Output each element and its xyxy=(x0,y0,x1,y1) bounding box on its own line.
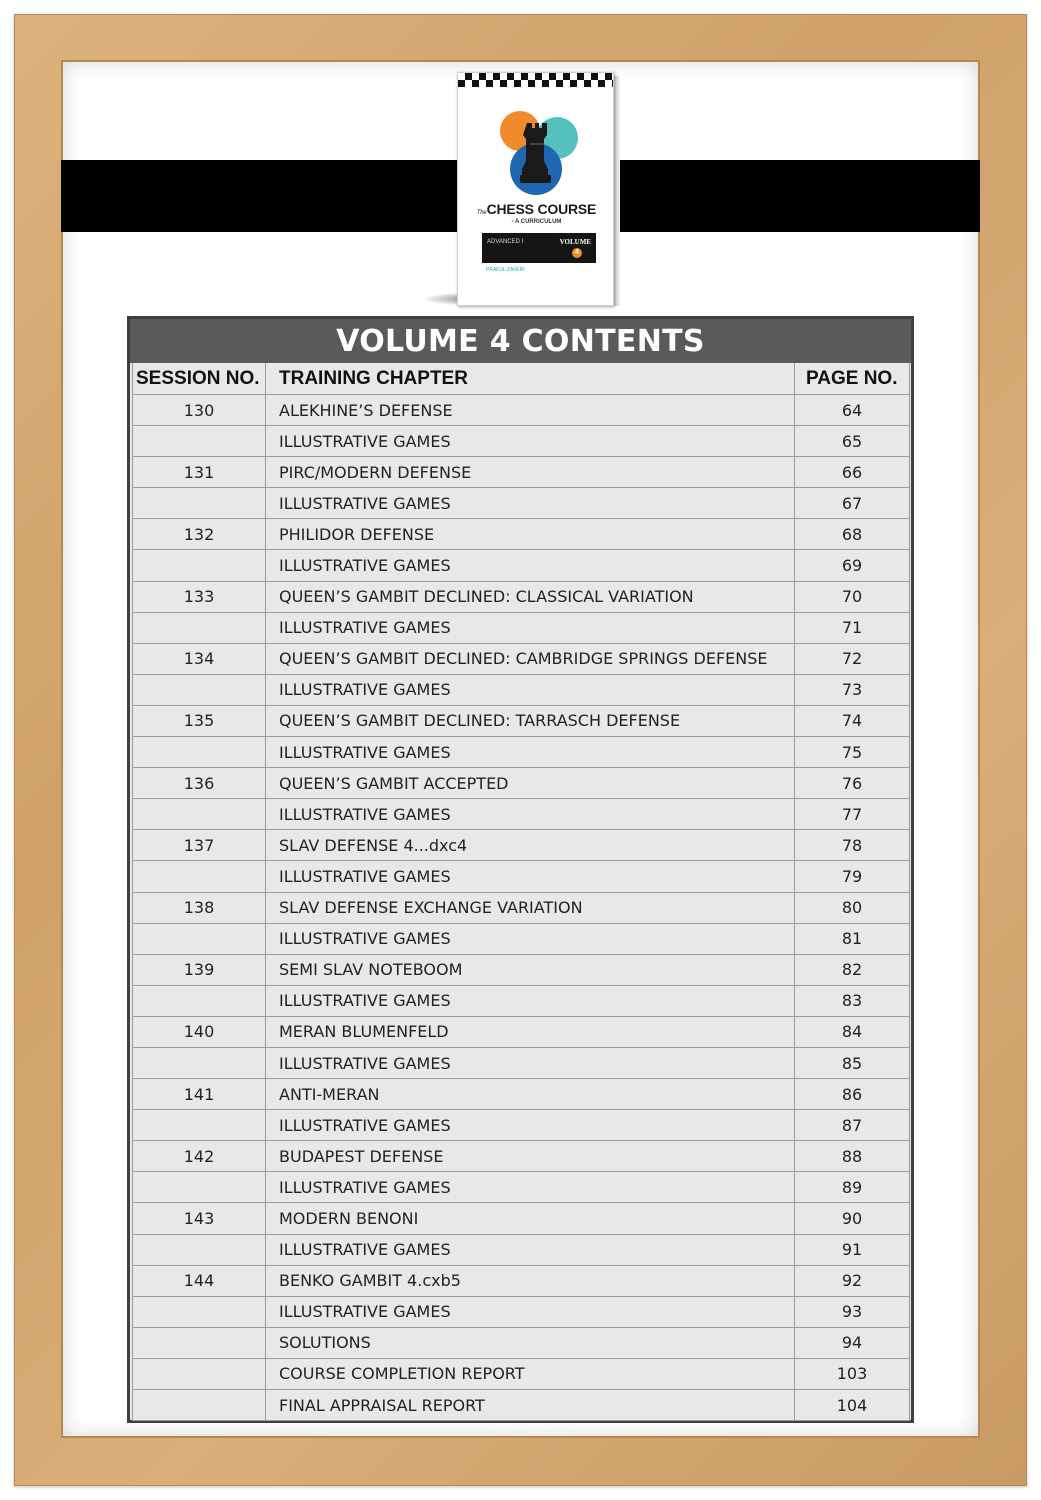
page-cell: 76 xyxy=(795,768,910,798)
page-cell: 70 xyxy=(795,582,910,612)
chapter-cell: ALEKHINE’S DEFENSE xyxy=(266,395,795,425)
chapter-cell: ILLUSTRATIVE GAMES xyxy=(266,488,795,518)
session-cell xyxy=(133,426,266,456)
chapter-cell: ILLUSTRATIVE GAMES xyxy=(266,1048,795,1078)
chapter-cell: QUEEN’S GAMBIT DECLINED: CLASSICAL VARIATION xyxy=(266,582,795,612)
session-cell: 141 xyxy=(133,1079,266,1109)
table-row xyxy=(133,986,910,1017)
header-page: PAGE NO. xyxy=(795,363,910,394)
page-cell: 74 xyxy=(795,706,910,736)
session-cell: 134 xyxy=(133,644,266,674)
session-cell: 140 xyxy=(133,1017,266,1047)
table-row xyxy=(133,1328,910,1359)
table-row xyxy=(133,1235,910,1266)
checkerboard-strip xyxy=(458,73,614,87)
page-cell: 77 xyxy=(795,799,910,829)
book-level: ADVANCED I xyxy=(487,239,524,245)
chapter-cell: ILLUSTRATIVE GAMES xyxy=(266,737,795,767)
page-cell: 80 xyxy=(795,893,910,923)
chapter-cell: SLAV DEFENSE 4...dxc4 xyxy=(266,830,795,860)
table-row xyxy=(133,675,910,706)
chapter-cell: PIRC/MODERN DEFENSE xyxy=(266,457,795,487)
chapter-cell: FINAL APPRAISAL REPORT xyxy=(266,1390,795,1420)
chapter-cell: ILLUSTRATIVE GAMES xyxy=(266,861,795,891)
session-cell: 133 xyxy=(133,582,266,612)
table-row xyxy=(133,1266,910,1297)
contents-grid xyxy=(132,363,910,1421)
page-cell: 69 xyxy=(795,550,910,580)
session-cell: 144 xyxy=(133,1266,266,1296)
page-cell: 90 xyxy=(795,1203,910,1233)
chapter-cell: BENKO GAMBIT 4.cxb5 xyxy=(266,1266,795,1296)
page-cell: 86 xyxy=(795,1079,910,1109)
book-volume-bar xyxy=(482,233,596,263)
session-cell xyxy=(133,1110,266,1140)
page-cell: 91 xyxy=(795,1235,910,1265)
chapter-cell: ILLUSTRATIVE GAMES xyxy=(266,550,795,580)
chapter-cell: COURSE COMPLETION REPORT xyxy=(266,1359,795,1389)
book-title-prefix: The xyxy=(476,210,487,216)
table-row xyxy=(133,644,910,675)
table-row xyxy=(133,893,910,924)
table-row xyxy=(133,519,910,550)
page-cell: 81 xyxy=(795,924,910,954)
table-row xyxy=(133,706,910,737)
book-volume-number: 4 xyxy=(572,248,582,258)
table-row xyxy=(133,1017,910,1048)
chapter-cell: ILLUSTRATIVE GAMES xyxy=(266,613,795,643)
table-row xyxy=(133,457,910,488)
session-cell xyxy=(133,986,266,1016)
page-cell: 79 xyxy=(795,861,910,891)
page-cell: 65 xyxy=(795,426,910,456)
chapter-cell: ILLUSTRATIVE GAMES xyxy=(266,675,795,705)
session-cell xyxy=(133,737,266,767)
page-cell: 103 xyxy=(795,1359,910,1389)
session-cell: 131 xyxy=(133,457,266,487)
page-cell: 83 xyxy=(795,986,910,1016)
page-cell: 71 xyxy=(795,613,910,643)
table-row xyxy=(133,1079,910,1110)
table-row xyxy=(133,924,910,955)
chapter-cell: MERAN BLUMENFELD xyxy=(266,1017,795,1047)
table-row xyxy=(133,830,910,861)
session-cell xyxy=(133,1297,266,1327)
table-row xyxy=(133,613,910,644)
session-cell xyxy=(133,1048,266,1078)
chapter-cell: ILLUSTRATIVE GAMES xyxy=(266,799,795,829)
book-title-text: CHESS COURSE xyxy=(486,201,597,217)
table-row xyxy=(133,861,910,892)
session-cell xyxy=(133,1328,266,1358)
table-row xyxy=(133,1141,910,1172)
table-row xyxy=(133,799,910,830)
table-row xyxy=(133,395,910,426)
page-cell: 88 xyxy=(795,1141,910,1171)
book-title xyxy=(458,201,614,217)
session-cell xyxy=(133,799,266,829)
session-cell xyxy=(133,1359,266,1389)
page-cell: 66 xyxy=(795,457,910,487)
header-session: SESSION NO. xyxy=(133,363,266,394)
chapter-cell: SLAV DEFENSE EXCHANGE VARIATION xyxy=(266,893,795,923)
page-cell: 67 xyxy=(795,488,910,518)
page-cell: 84 xyxy=(795,1017,910,1047)
table-row xyxy=(133,1297,910,1328)
chapter-cell: QUEEN’S GAMBIT DECLINED: CAMBRIDGE SPRINGS DEFENSE xyxy=(266,644,795,674)
chapter-cell: ILLUSTRATIVE GAMES xyxy=(266,1172,795,1202)
table-header-row xyxy=(133,363,910,395)
header-chapter: TRAINING CHAPTER xyxy=(266,363,795,394)
session-cell xyxy=(133,1390,266,1420)
chapter-cell: ANTI-MERAN xyxy=(266,1079,795,1109)
table-row xyxy=(133,1390,910,1421)
chapter-cell: ILLUSTRATIVE GAMES xyxy=(266,1235,795,1265)
chapter-cell: SEMI SLAV NOTEBOOM xyxy=(266,955,795,985)
book-volume-label: VOLUME xyxy=(559,238,591,246)
book-author: PRAFUL ZAVERI xyxy=(486,267,525,273)
session-cell: 136 xyxy=(133,768,266,798)
contents-table xyxy=(127,316,914,1423)
page-cell: 92 xyxy=(795,1266,910,1296)
chapter-cell: ILLUSTRATIVE GAMES xyxy=(266,1110,795,1140)
session-cell: 143 xyxy=(133,1203,266,1233)
chapter-cell: ILLUSTRATIVE GAMES xyxy=(266,426,795,456)
chapter-cell: QUEEN’S GAMBIT ACCEPTED xyxy=(266,768,795,798)
table-row xyxy=(133,1048,910,1079)
chapter-cell: SOLUTIONS xyxy=(266,1328,795,1358)
page-cell: 72 xyxy=(795,644,910,674)
session-cell xyxy=(133,861,266,891)
chapter-cell: ILLUSTRATIVE GAMES xyxy=(266,924,795,954)
table-row xyxy=(133,426,910,457)
session-cell xyxy=(133,675,266,705)
session-cell xyxy=(133,1235,266,1265)
session-cell xyxy=(133,550,266,580)
book-subtitle: - A CURRICULUM xyxy=(511,219,562,225)
page-cell: 89 xyxy=(795,1172,910,1202)
chapter-cell: ILLUSTRATIVE GAMES xyxy=(266,986,795,1016)
session-cell xyxy=(133,924,266,954)
page-cell: 104 xyxy=(795,1390,910,1420)
session-cell: 142 xyxy=(133,1141,266,1171)
session-cell xyxy=(133,613,266,643)
page-cell: 75 xyxy=(795,737,910,767)
page-cell: 94 xyxy=(795,1328,910,1358)
session-cell: 135 xyxy=(133,706,266,736)
page-cell: 87 xyxy=(795,1110,910,1140)
session-cell xyxy=(133,1172,266,1202)
table-row xyxy=(133,550,910,581)
page-cell: 78 xyxy=(795,830,910,860)
page-cell: 73 xyxy=(795,675,910,705)
session-cell xyxy=(133,488,266,518)
chapter-cell: BUDAPEST DEFENSE xyxy=(266,1141,795,1171)
chapter-cell: QUEEN’S GAMBIT DECLINED: TARRASCH DEFENSE xyxy=(266,706,795,736)
session-cell: 139 xyxy=(133,955,266,985)
page-cell: 82 xyxy=(795,955,910,985)
table-row xyxy=(133,955,910,986)
table-row xyxy=(133,1359,910,1390)
table-row xyxy=(133,1203,910,1234)
session-cell: 130 xyxy=(133,395,266,425)
page-cell: 64 xyxy=(795,395,910,425)
book-cover xyxy=(457,72,614,306)
contents-title: VOLUME 4 CONTENTS xyxy=(130,319,911,363)
session-cell: 138 xyxy=(133,893,266,923)
table-row xyxy=(133,582,910,613)
page-cell: 85 xyxy=(795,1048,910,1078)
page-cell: 93 xyxy=(795,1297,910,1327)
chapter-cell: ILLUSTRATIVE GAMES xyxy=(266,1297,795,1327)
table-row xyxy=(133,737,910,768)
chapter-cell: PHILIDOR DEFENSE xyxy=(266,519,795,549)
chapter-cell: MODERN BENONI xyxy=(266,1203,795,1233)
rook-icon xyxy=(520,119,554,193)
page-cell: 68 xyxy=(795,519,910,549)
table-row xyxy=(133,488,910,519)
session-cell: 132 xyxy=(133,519,266,549)
table-row xyxy=(133,1110,910,1141)
table-row xyxy=(133,1172,910,1203)
session-cell: 137 xyxy=(133,830,266,860)
table-row xyxy=(133,768,910,799)
